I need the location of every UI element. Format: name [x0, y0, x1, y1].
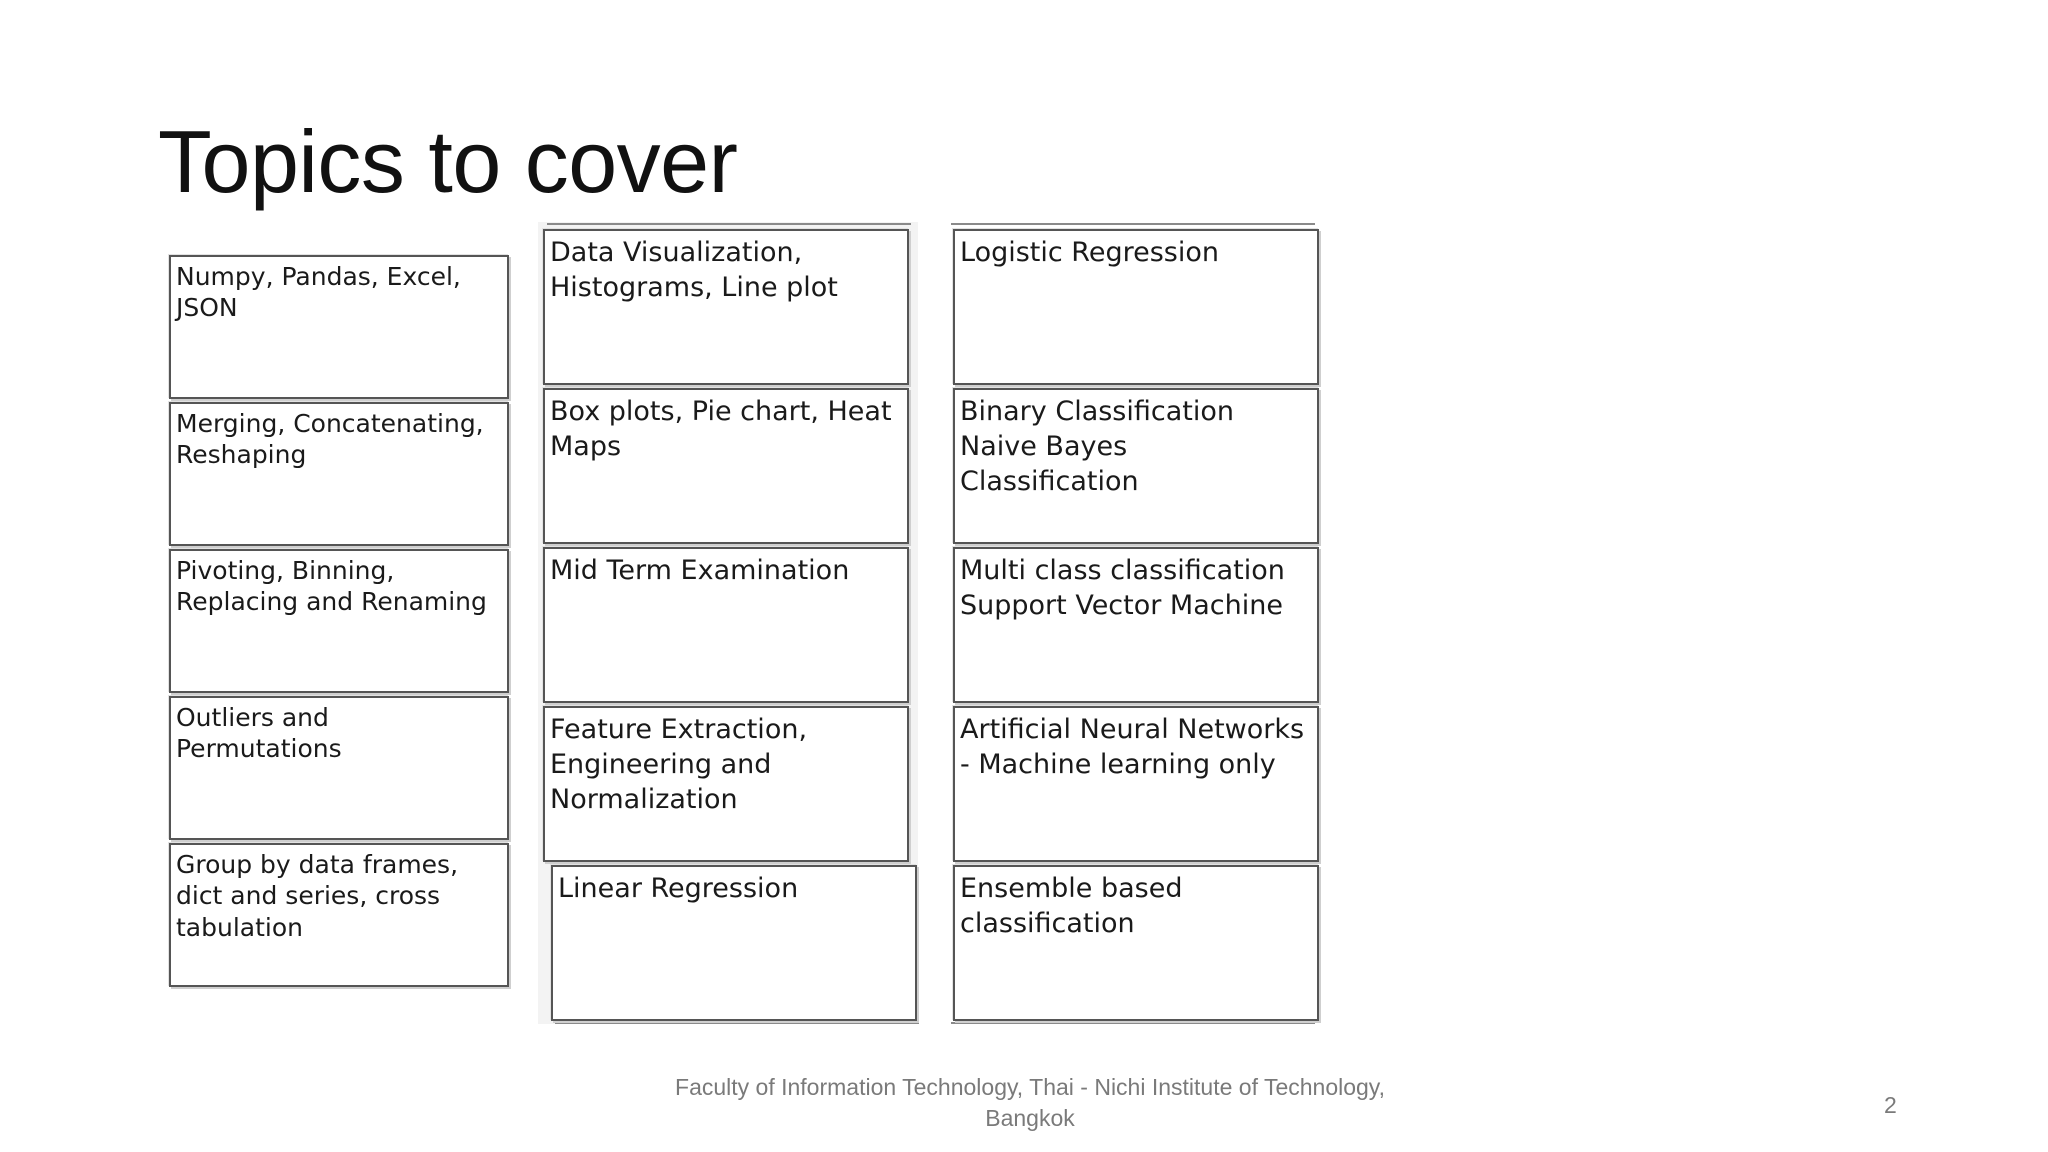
column-bottom-edge: [951, 1022, 1315, 1024]
topic-box: Artificial Neural Networks - Machine learning only: [953, 706, 1319, 862]
page-number: 2: [1884, 1092, 1897, 1118]
column-top-edge: [951, 223, 1315, 225]
topic-box: Data Visualization, Histograms, Line plot: [543, 229, 909, 385]
topic-box: Group by data frames, dict and series, cross tabulation: [169, 843, 509, 987]
topic-box: Box plots, Pie chart, Heat Maps: [543, 388, 909, 544]
topic-box: Merging, Concatenating, Reshaping: [169, 402, 509, 546]
topic-box: Outliers and Permutations: [169, 696, 509, 840]
topic-box: Logistic Regression: [953, 229, 1319, 385]
column-bottom-edge: [555, 1022, 919, 1024]
slide-title: Topics to cover: [158, 112, 738, 211]
column-top-edge: [547, 223, 911, 225]
topic-box: Ensemble based classification: [953, 865, 1319, 1021]
topic-box: Linear Regression: [551, 865, 917, 1021]
topic-box: Multi class classification Support Vector Machine: [953, 547, 1319, 703]
topic-box: Feature Extraction, Engineering and Normalization: [543, 706, 909, 862]
slide-footer: Faculty of Information Technology, Thai - Nichi Institute of Technology, Bangkok: [675, 1074, 1385, 1132]
topic-box: Pivoting, Binning, Replacing and Renaming: [169, 549, 509, 693]
topic-box: Mid Term Examination: [543, 547, 909, 703]
topic-box: Numpy, Pandas, Excel, JSON: [169, 255, 509, 399]
topic-box: Binary Classification Naive Bayes Classification: [953, 388, 1319, 544]
